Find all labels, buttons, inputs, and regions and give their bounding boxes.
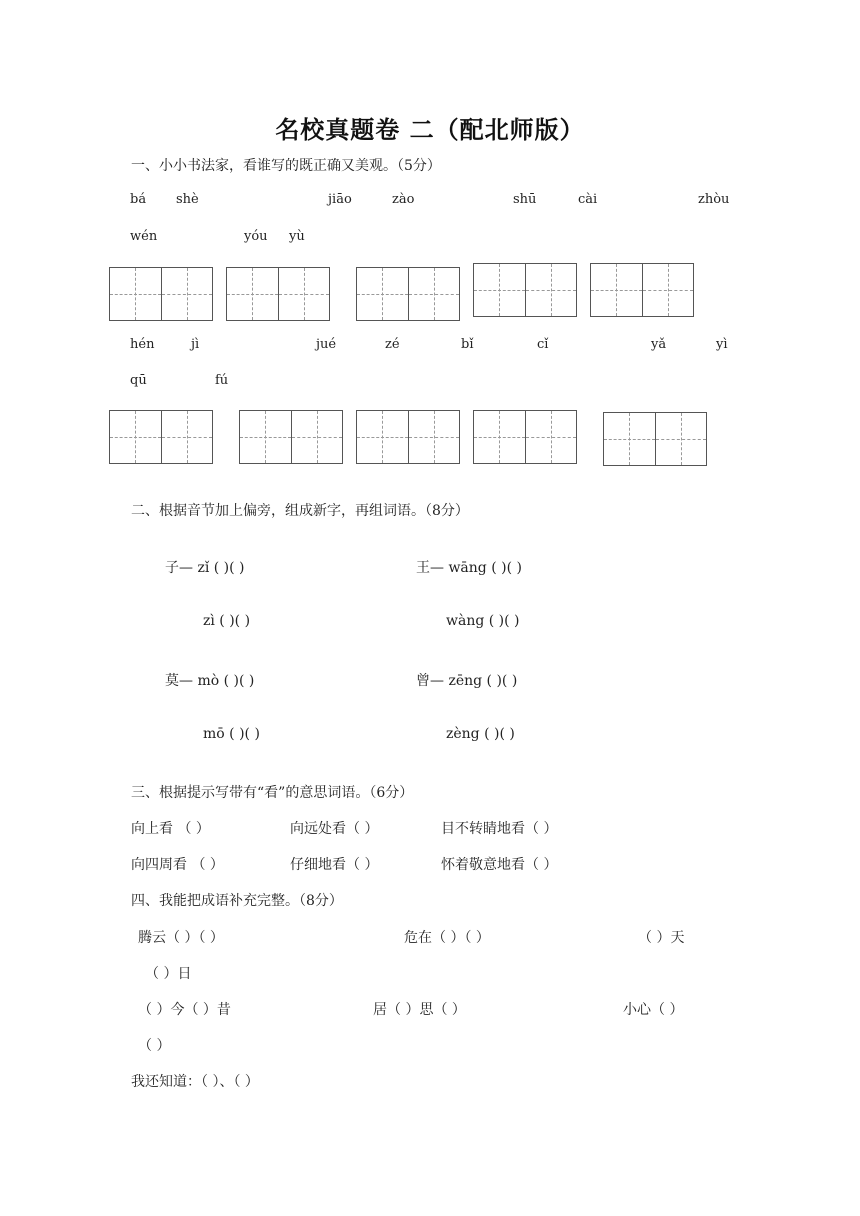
pinyin: zào <box>392 192 415 207</box>
writing-grid[interactable] <box>356 410 460 464</box>
fill-line[interactable]: 曾— zēng ( )( ) <box>416 673 518 689</box>
pinyin: zhòu <box>698 192 730 207</box>
writing-grid[interactable] <box>109 410 213 464</box>
idiom-item[interactable]: 危在（ ）（ ） <box>404 930 490 946</box>
writing-grid[interactable] <box>473 410 577 464</box>
writing-grid[interactable] <box>603 412 707 466</box>
idiom-item[interactable]: （ ） <box>138 1038 171 1054</box>
pinyin: fú <box>215 373 229 388</box>
idiom-item[interactable]: （ ）日 <box>145 966 192 982</box>
pinyin: wén <box>130 229 158 244</box>
fill-line[interactable]: 王— wāng ( )( ) <box>416 560 522 576</box>
pinyin: jì <box>191 337 200 352</box>
pinyin: qū <box>130 373 147 388</box>
section-2-heading: 二、根据音节加上偏旁，组成新字，再组词语。（8分） <box>131 503 469 519</box>
idiom-item[interactable]: 居（ ）思（ ） <box>373 1002 466 1018</box>
idiom-item[interactable]: 腾云（ ）（ ） <box>138 930 224 946</box>
fill-line[interactable]: wàng ( )( ) <box>446 613 520 629</box>
pinyin: hén <box>130 337 155 352</box>
section-3-heading: 三、根据提示写带有“看”的意思词语。（6分） <box>131 785 414 801</box>
fill-line[interactable]: zì ( )( ) <box>203 613 251 629</box>
pinyin: cǐ <box>537 337 549 352</box>
idiom-item[interactable]: 小心（ ） <box>623 1002 684 1018</box>
pinyin: bá <box>130 192 147 207</box>
fill-line[interactable]: 子— zǐ ( )( ) <box>165 560 245 576</box>
pinyin: shū <box>513 192 537 207</box>
pinyin: bǐ <box>461 337 474 352</box>
pinyin: jué <box>316 337 337 352</box>
fill-line[interactable]: mō ( )( ) <box>203 726 260 742</box>
page-title: 名校真题卷 二（配北师版） <box>275 115 585 144</box>
fill-item[interactable]: 向上看 （ ） <box>131 821 210 837</box>
pinyin: yǎ <box>651 337 667 352</box>
pinyin: shè <box>176 192 199 207</box>
pinyin: cài <box>578 192 598 207</box>
fill-item[interactable]: 怀着敬意地看（ ） <box>441 857 558 873</box>
fill-item[interactable]: 向四周看 （ ） <box>131 857 224 873</box>
pinyin: jiāo <box>328 192 352 207</box>
fill-line[interactable]: 莫— mò ( )( ) <box>165 673 255 689</box>
writing-grid[interactable] <box>239 410 343 464</box>
writing-grid[interactable] <box>109 267 213 321</box>
fill-item[interactable]: 仔细地看（ ） <box>290 857 379 873</box>
pinyin: yóu <box>244 229 268 244</box>
section-4-heading: 四、我能把成语补充完整。（8分） <box>131 893 343 909</box>
writing-grid[interactable] <box>473 263 577 317</box>
pinyin: zé <box>385 337 400 352</box>
idiom-item[interactable]: （ ）天 <box>638 930 685 946</box>
fill-item[interactable]: 目不转睛地看（ ） <box>441 821 558 837</box>
pinyin: yù <box>289 229 305 244</box>
fill-line[interactable]: zèng ( )( ) <box>446 726 515 742</box>
idiom-item[interactable]: （ ）今（ ）昔 <box>138 1002 231 1018</box>
fill-item[interactable]: 向远处看（ ） <box>290 821 379 837</box>
extra-idioms[interactable]: 我还知道：（ ）、（ ） <box>131 1074 259 1090</box>
writing-grid[interactable] <box>226 267 330 321</box>
writing-grid[interactable] <box>590 263 694 317</box>
writing-grid[interactable] <box>356 267 460 321</box>
pinyin: yì <box>716 337 728 352</box>
section-1-heading: 一、小小书法家，看谁写的既正确又美观。（5分） <box>131 158 441 174</box>
